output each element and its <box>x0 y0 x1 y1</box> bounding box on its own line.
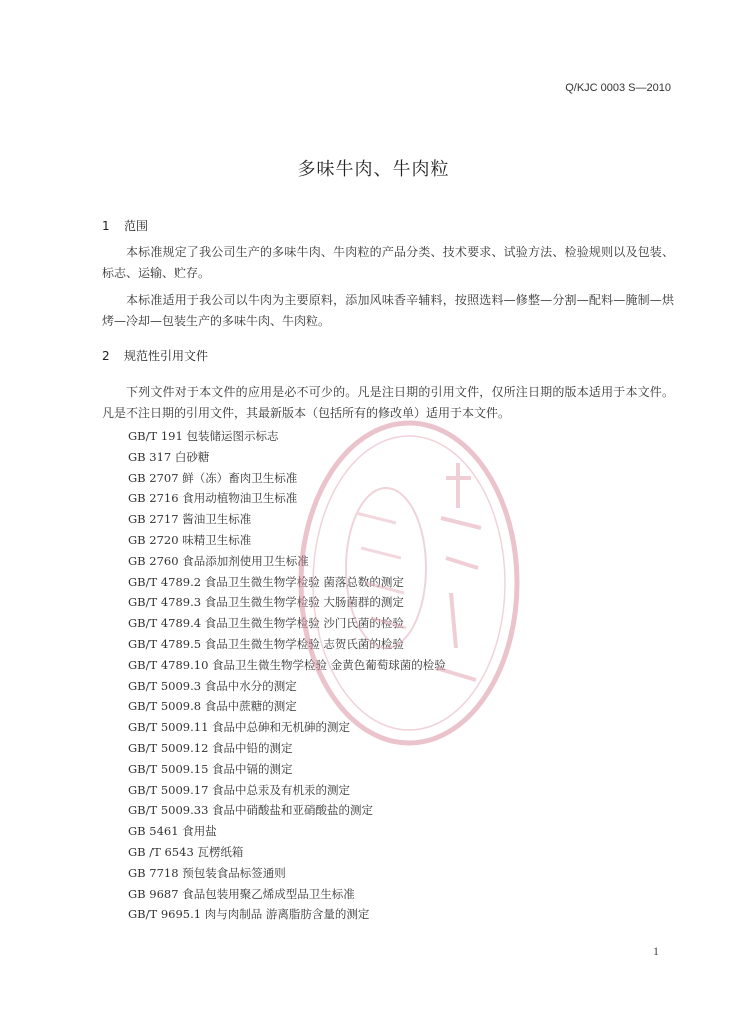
section-1-paragraph-1: 本标准规定了我公司生产的多味牛肉、牛肉粒的产品分类、技术要求、试验方法、检验规则以及包装、标志、运输、贮存。 <box>102 245 674 280</box>
section-1-number: 1 <box>102 219 110 233</box>
reference-item: GB/T 5009.15 食品中镉的测定 <box>128 761 293 776</box>
section-2-number: 2 <box>102 349 110 363</box>
reference-item: GB /T 6543 瓦楞纸箱 <box>128 844 244 859</box>
reference-item: GB/T 5009.8 食品中蔗糖的测定 <box>128 699 297 714</box>
reference-item: GB/T 4789.10 食品卫生微生物学检验 金黄色葡萄球菌的检验 <box>128 657 446 672</box>
reference-item: GB 2717 酱油卫生标准 <box>128 512 252 527</box>
reference-item: GB/T 9695.1 肉与肉制品 游离脂肪含量的测定 <box>128 907 370 922</box>
reference-item: GB 2760 食品添加剂使用卫生标准 <box>128 553 309 568</box>
reference-item: GB/T 5009.3 食品中水分的测定 <box>128 678 297 693</box>
reference-item: GB/T 4789.4 食品卫生微生物学检验 沙门氏菌的检验 <box>128 616 404 631</box>
document-code: Q/KJC 0003 S—2010 <box>565 82 671 94</box>
section-2-paragraph-1: 下列文件对于本文件的应用是必不可少的。凡是注日期的引用文件，仅所注日期的版本适用于本文件。凡是不注日期的引用文件，其最新版本（包括所有的修改单）适用于本文件。 <box>102 385 674 420</box>
section-1-paragraph-2: 本标准适用于我公司以牛肉为主要原料，添加风味香辛辅料，按照选料—修整—分割—配料—腌制—烘烤—冷却—包装生产的多味牛肉、牛肉粒。 <box>102 293 674 328</box>
section-2-heading <box>102 347 208 364</box>
reference-item: GB 7718 预包装食品标签通则 <box>128 865 286 880</box>
reference-item: GB 2720 味精卫生标准 <box>128 532 252 547</box>
reference-item: GB 2716 食用动植物油卫生标准 <box>128 491 298 506</box>
reference-item: GB 9687 食品包装用聚乙烯成型品卫生标准 <box>128 886 355 901</box>
reference-item: GB/T 5009.11 食品中总砷和无机砷的测定 <box>128 720 351 735</box>
reference-item: GB/T 191 包装储运图示标志 <box>128 429 279 443</box>
page-number: 1 <box>653 944 659 958</box>
reference-list <box>128 426 446 925</box>
reference-item: GB/T 4789.3 食品卫生微生物学检验 大肠菌群的测定 <box>128 595 404 610</box>
document-title: 多味牛肉、牛肉粒 <box>297 159 450 180</box>
section-1-heading <box>102 217 148 234</box>
reference-item: GB/T 4789.2 食品卫生微生物学检验 菌落总数的测定 <box>128 574 404 589</box>
reference-item: GB/T 4789.5 食品卫生微生物学检验 志贺氏菌的检验 <box>128 636 404 651</box>
reference-item: GB/T 5009.17 食品中总汞及有机汞的测定 <box>128 782 351 797</box>
section-1-title: 范围 <box>124 219 149 233</box>
reference-item: GB 317 白砂糖 <box>128 449 210 464</box>
section-2-title: 规范性引用文件 <box>124 349 209 363</box>
reference-item: GB 2707 鲜（冻）畜肉卫生标准 <box>128 470 298 485</box>
reference-item: GB/T 5009.12 食品中铅的测定 <box>128 740 293 755</box>
reference-item: GB/T 5009.33 食品中硝酸盐和亚硝酸盐的测定 <box>128 803 374 818</box>
reference-item: GB 5461 食用盐 <box>128 824 217 839</box>
